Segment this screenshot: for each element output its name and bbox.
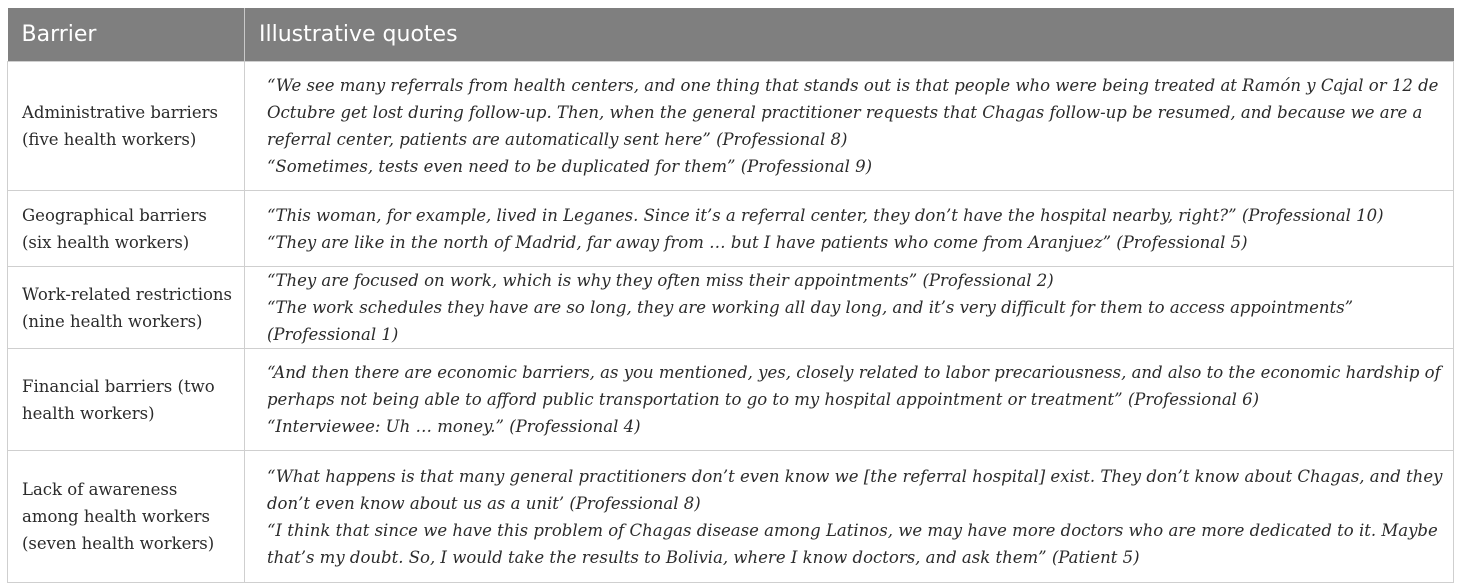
column-header-barrier: Barrier [8, 8, 245, 62]
quote-text: “What happens is that many general practitioners don’t even know we [the referral hospital] exist. They don’t know about Chagas, and they don’t even know about us as a unit’ (Professional 8) [267, 466, 1443, 513]
table-row [8, 62, 1454, 191]
quote-text: “They are like in the north of Madrid, far away from … but I have patients who come from Aranjuez” (Professional 5) [267, 232, 1248, 252]
quote-text: “Sometimes, tests even need to be duplicated for them” (Professional 9) [267, 157, 873, 176]
quotes-cell [245, 62, 1454, 191]
table-row [8, 451, 1454, 583]
quotes-cell [245, 451, 1454, 583]
quote-text: “This woman, for example, lived in Leganes. Since it’s a referral center, they don’t have the hospital nearby, right?” (Professional 10) [267, 205, 1384, 225]
quote-text: “Interviewee: Uh … money.” (Professional 4) [267, 417, 641, 436]
quote-text: “We see many referrals from health centers, and one thing that stands out is that people who were being treated at Ramón y Cajal or 12 de Octubre get lost during follow-up. Then, when the general practitioner requests that Chagas follow-up be resumed, and because we are a referral center, patients are automatically sent here” (Professional 8) [267, 76, 1439, 149]
barrier-cell: Lack of awareness among health workers (seven health workers) [8, 451, 245, 583]
barrier-cell: Administrative barriers (five health workers) [8, 62, 245, 191]
barrier-cell: Work-related restrictions (nine health workers) [8, 267, 245, 349]
quote-text: “The work schedules they have are so long, they are working all day long, and it’s very difficult for them to access appointments” (Professional 1) [267, 298, 1354, 344]
table-row [8, 191, 1454, 267]
barriers-table [7, 8, 1454, 583]
table-row [8, 349, 1454, 451]
column-header-quotes: Illustrative quotes [245, 8, 1454, 62]
quote-text: “They are focused on work, which is why they often miss their appointments” (Professional 2) [267, 271, 1054, 290]
quotes-cell [245, 349, 1454, 451]
barrier-cell: Geographical barriers (six health workers) [8, 191, 245, 267]
quote-text: “I think that since we have this problem of Chagas disease among Latinos, we may have more doctors who are more dedicated to it. Maybe that’s my doubt. So, I would take the results to Bolivia, where I know doctors, and ask them” (Patient 5) [267, 520, 1438, 567]
table-row [8, 267, 1454, 349]
table-header-row [8, 8, 1454, 62]
barrier-cell: Financial barriers (two health workers) [8, 349, 245, 451]
quotes-cell [245, 267, 1454, 349]
barriers-table-container [7, 8, 1453, 583]
quotes-cell [245, 191, 1454, 267]
quote-text: “And then there are economic barriers, as you mentioned, yes, closely related to labor precariousness, and also to the economic hardship of perhaps not being able to afford public transportation to go to my hospital appointment or treatment” (Professional 6) [267, 363, 1441, 409]
